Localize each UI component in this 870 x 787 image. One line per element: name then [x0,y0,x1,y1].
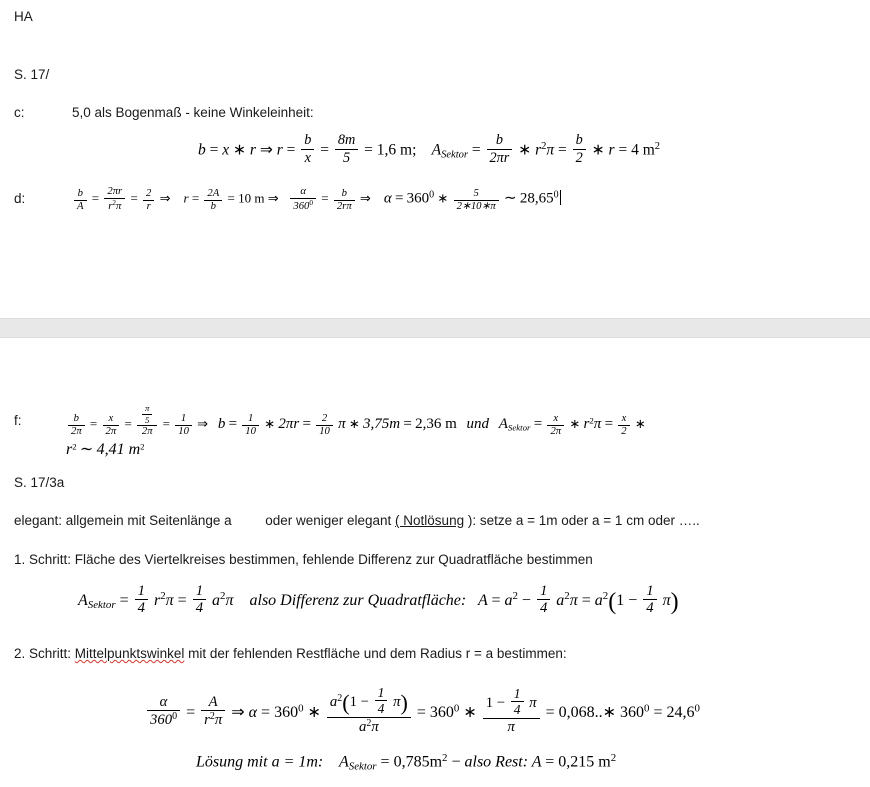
formula-c-eq5: = [471,141,481,159]
frac-b-over-2-den: 2 [573,149,586,167]
formula-d-result-sup: 0 [553,189,559,201]
elegant-line [14,512,700,530]
frac-b-over-2rpi [334,188,355,213]
frac-2pir-over-r2pi [104,186,125,213]
formula-winkel-360a-sup: 0 [298,702,304,715]
formula-d-eq4: = [227,190,235,206]
formula-winkel-360c-sup: 0 [644,702,650,715]
item-d-tag: d: [14,191,26,206]
loesung-eq1: = [380,753,390,771]
frac-1-over-10-num: 1 [180,413,187,425]
formula-sektor-a3-sup: 2 [564,590,570,603]
formula-winkel-360c: 360 [620,703,645,721]
frac-alpha-over-360 [290,186,316,213]
formula-sektor-a: a [212,591,221,609]
formula-f-mul4: ∗ [634,415,646,431]
formula-sektor [78,583,679,618]
big-num-minus: − [360,694,369,711]
frac-1-over-4-a [135,583,148,618]
formula-f-res2-sup: 2 [140,441,145,452]
frac-1-over-4-c-den: 4 [537,599,550,617]
formula-d-approx: ∼ [504,190,517,207]
frac-A-r-pi: π [214,712,223,729]
formula-winkel [145,685,700,737]
inner-frac-pi-5-num: π [145,403,150,413]
formula-sektor-one: 1 [616,591,625,609]
formula-c-eq3: = [320,141,329,159]
formula-c-value: 1,6 m; [376,141,417,159]
formula-c [198,133,660,167]
formula-f-impl: ⇒ [197,415,209,431]
frac-1-over-4-d [643,583,656,618]
formula-sektor-open-paren: ( [608,589,617,616]
frac-b-over-x-den: x [301,149,314,167]
formula-sektor-eq4: = [581,591,591,609]
frac-1-over-10-den: 10 [175,425,192,439]
formula-sektor-close-paren: ) [670,589,679,616]
formula-sektor-A-sub: Sektor [87,598,116,611]
formula-c-mul2: ∗ [518,141,532,159]
frac-b-over-2pir-den: 2πr [487,149,513,167]
formula-winkel-360b-sup: 0 [453,702,460,715]
frac-b-over-x-num: b [304,132,312,148]
frac-1-over-4-c-num: 1 [539,583,548,599]
frac-pi5-num [137,404,157,425]
frac-x-over-2pi-den: 2π [103,425,120,439]
big-num-pi: π [393,694,401,711]
formula-sektor-a2-sup: 2 [512,590,518,603]
formula-c-r2pi: r [535,141,542,159]
formula-c-mul: ∗ [233,141,247,159]
formula-f-2pir: 2πr [278,415,300,432]
page-header: HA [14,9,33,24]
formula-c-eq4: = [364,141,373,159]
formula-loesung [196,752,616,773]
formula-f-res2: 4,41 m [96,440,141,458]
big-num-open: ( [342,690,350,716]
frac-1-over-4-d-den: 4 [643,599,656,617]
frac-1-over-4-f [511,686,524,718]
frac-A-over-r2pi-num: A [208,693,218,710]
frac-x-over-2pi [103,413,120,438]
formula-f-r2-sup: 2 [72,441,77,452]
formula-c-eq6: = [558,141,567,159]
frac-2-over-10-den: 10 [316,425,333,439]
formula-d-impl2: ⇒ [267,190,279,206]
formula-c-r2: r [276,141,283,159]
formula-sektor-minus2: − [628,591,638,609]
formula-c-eq7: = [618,141,628,159]
formula-f [66,404,866,459]
formula-d-result: 28,65 [519,190,554,207]
frac-2A-over-b [204,188,222,213]
formula-f-eq2: = [124,415,132,431]
schritt-2-line [14,645,567,663]
frac-big-den [327,717,411,737]
loesung-A2: A [531,753,542,771]
frac-b-over-A-num: b [77,187,83,199]
frac-b-over-2pi [68,413,85,438]
frac-1-over-10-b [242,413,259,438]
frac-1-over-4-f-den: 4 [511,701,524,718]
frac-big-a2-over-a2pi [327,685,411,737]
frac-x-over-2-den: 2 [618,425,629,439]
formula-f-eq8: = [604,415,614,432]
formula-d-impl1: ⇒ [159,190,171,206]
frac-2A-over-b-num: 2A [207,187,220,199]
frac-8m-over-5-den: 5 [335,149,358,167]
formula-d-360-sup: 0 [429,189,435,201]
formula-sektor-pi2: π [225,591,234,609]
formula-c-A-sub: Sektor [441,149,469,161]
formula-winkel-val1: 0,068.. [558,703,603,721]
big-num-a-sup: 2 [337,692,343,704]
formula-f-res1: 2,36 m [415,415,457,432]
formula-c-r: r [249,141,256,159]
formula-c-impl: ⇒ [259,141,273,159]
frac-x-over-2pi-b-num: x [553,413,559,425]
loesung-A: A [338,753,349,771]
loesung-val2: 0,215 m [558,753,611,771]
formula-d-alpha: α [383,190,392,207]
formula-c-sup2: 2 [541,141,547,153]
formula-winkel-result-sup: 0 [694,702,700,715]
frac-5-over-2x10xpi [454,188,499,213]
formula-f-eq1: = [89,415,98,431]
frac-1-over-4-e [375,685,388,717]
formula-sektor-a4: a [594,591,603,609]
big-num-a: a [329,694,338,711]
frac-1-over-4-e-den: 4 [375,700,388,717]
frac-1-over-10-b-den: 10 [242,425,259,439]
formula-f-sup2: 2 [589,415,594,426]
formula-d-eq5: = [321,190,329,206]
formula-winkel-eq5: = [653,703,663,721]
frac-1-over-4-e-num: 1 [377,685,385,700]
formula-f-A-sub: Sektor [507,422,531,433]
formula-c-res-sup: 2 [654,141,661,153]
formula-c-eq1: = [209,141,219,159]
f3-one: 1 [485,695,494,712]
frac-pi5-den: 2π [137,425,157,439]
frac-2pir-num: 2πr [107,186,123,197]
loesung-val1: 0,785m [393,753,443,771]
formula-c-b: b [198,141,206,159]
formula-winkel-eq3: = [416,703,426,721]
formula-d-eq3: = [191,190,200,206]
frac-2pir-den [104,198,125,213]
formula-d-mul: ∗ [437,190,449,206]
formula-sektor-a-sup: 2 [220,590,226,603]
formula-winkel-360a: 360 [274,703,299,721]
inner-frac-pi-5-den: 5 [142,414,152,425]
schritt-2-prefix: 2. Schritt: [14,646,72,661]
formula-f-pi2: π [593,415,602,432]
formula-sektor-r-sup: 2 [160,590,166,603]
formula-d-eq6: = [394,190,404,207]
frac-alpha-over-360-b [147,694,180,730]
frac-1minus-den: π [483,718,540,736]
elegant-part1: elegant: allgemein mit Seitenlänge a [14,513,232,528]
formula-f-mul2: ∗ [348,415,360,431]
frac-alpha-den [290,198,316,213]
loesung-text: Lösung mit a = 1m: [196,753,324,771]
frac-x-over-2-num: x [621,413,627,425]
formula-f-b: b [217,415,226,432]
formula-f-r: r [583,415,590,432]
frac-1minus-over-pi [483,686,540,737]
formula-sektor-a4-sup: 2 [602,590,609,603]
frac-b-over-2 [573,133,586,167]
formula-sektor-a3: a [556,591,565,609]
formula-winkel-result: 24,6 [666,703,695,721]
item-c-tag: c: [14,105,25,120]
formula-d-eq2: = [130,190,138,206]
formula-d-val: 10 m [238,190,265,206]
big-den-a: a [359,719,367,736]
formula-sektor-A: A [78,591,88,609]
formula-d-r: r [183,190,189,206]
frac-1-over-4-b-den: 4 [193,599,206,617]
formula-winkel-eq2: = [261,703,271,721]
formula-sektor-pi4: π [662,591,671,609]
frac-2-over-10-num: 2 [321,413,328,425]
frac-1-over-4-d-num: 1 [646,583,654,599]
f3-minus: − [496,695,506,712]
text-cursor [560,190,561,205]
frac-alpha-den-val: 360 [293,200,310,212]
elegant-notloesung: ( Notlösung [395,513,465,528]
item-c-text: 5,0 als Bogenmaß - keine Winkeleinheit: [72,105,314,120]
formula-f-eq4: = [228,415,238,432]
frac-A-over-r2pi-den [201,710,225,730]
frac-b-over-2pi-den: 2π [68,425,85,439]
frac-8m-over-5 [335,133,358,167]
frac-b-over-A-den: A [74,200,87,214]
formula-winkel-eq4: = [545,703,555,721]
frac-2-over-r-den: r [143,200,154,214]
loesung-val1-sup: 2 [442,752,448,764]
formula-f-pi: π [338,415,346,432]
big-num-close: ) [400,690,408,716]
loesung-minus: − [451,753,461,771]
frac-b-over-2pir [487,133,513,167]
frac-2pir-den-r: r [108,200,113,212]
frac-b-over-2pi-num: b [73,413,79,425]
formula-f-A: A [498,415,508,432]
frac-alpha-360-val: 360 [150,712,173,729]
formula-winkel-mul2: ∗ [463,703,477,721]
frac-alpha-360-sup: 0 [172,711,178,723]
frac-8m-over-5-num: 8m [337,132,356,148]
formula-winkel-mul3: ∗ [602,703,617,721]
formula-c-eq2: = [286,141,296,159]
formula-d-impl3: ⇒ [359,190,371,206]
frac-1-over-10-b-num: 1 [247,413,254,425]
formula-f-mul1: ∗ [264,415,276,431]
frac-2A-over-b-den: b [204,200,222,214]
formula-f-approx: ∼ [79,440,94,458]
formula-winkel-360b: 360 [429,703,454,721]
frac-1minus-num [483,686,540,718]
frac-b-over-2-num: b [575,132,583,148]
schritt-2-rest: mit der fehlenden Restfläche und dem Radius r = a bestimmen: [188,646,567,661]
formula-d-360: 360 [406,190,430,207]
formula-sektor-eq2: = [177,591,187,609]
formula-c-A: A [431,141,442,159]
frac-2pir-den-sup: 2 [112,198,116,207]
formula-winkel-eq1: = [186,703,196,721]
formula-c-pi: π [546,141,555,159]
elegant-part4: ): setze a = 1m oder a = 1 cm oder ….. [467,513,700,528]
heading-s17: S. 17/ [14,67,50,82]
formula-f-r2: r [66,440,73,458]
frac-A-over-r2pi [201,694,225,730]
frac-5-den: 2∗10∗π [454,200,499,214]
formula-f-eq3: = [162,415,171,431]
formula-c-x: x [222,141,230,159]
loesung-val2-sup: 2 [610,752,617,764]
formula-c-r3: r [608,141,615,159]
frac-2-over-r [143,188,154,213]
formula-winkel-alpha: α [248,703,258,721]
frac-x-over-2pi-num: x [108,413,114,425]
schritt-2-keyword: Mittelpunktswinkel [74,646,185,661]
f3-pi: π [529,695,537,712]
formula-c-res: 4 m [631,141,655,159]
frac-2-over-10 [316,413,333,438]
big-den-a-sup: 2 [366,718,372,730]
frac-1-over-4-a-num: 1 [137,583,145,599]
frac-pi5-over-2pi [137,404,157,439]
inner-frac-pi-5 [142,404,152,425]
formula-sektor-A2: A [477,591,488,609]
frac-b-over-A [74,188,87,213]
formula-sektor-eq1: = [119,591,129,609]
heading-s173a: S. 17/3a [14,475,65,490]
formula-f-375: 3,75m [363,415,401,432]
schritt-1-line: 1. Schritt: Fläche des Viertelkreises bestimmen, fehlende Differenz zur Quadratfläche bestimmen [14,552,593,567]
frac-x-over-2pi-b-den: 2π [547,425,564,439]
formula-f-mul3: ∗ [569,415,581,431]
frac-1-over-4-c [537,583,550,618]
formula-sektor-r: r [153,591,161,609]
frac-big-num [327,685,411,717]
frac-x-over-2 [618,413,629,438]
loesung-A-sub: Sektor [348,760,377,773]
frac-alpha-num: α [300,186,306,197]
frac-1-over-10 [175,413,192,438]
frac-1-over-4-b-num: 1 [195,583,204,599]
frac-A-r-sup: 2 [209,711,215,723]
loesung-text2: also Rest: [464,753,529,771]
formula-winkel-mul1: ∗ [307,703,321,721]
frac-b-over-2pir-num: b [495,132,503,148]
formula-d [72,186,561,213]
frac-A-r-val: r [204,712,210,729]
formula-f-eq6: = [403,415,412,432]
frac-alpha-over-360-b-den [147,710,180,730]
formula-sektor-pi3: π [569,591,578,609]
elegant-part2: oder weniger elegant [265,513,392,528]
formula-f-und: und [466,415,489,432]
frac-1-over-4-f-num: 1 [513,686,521,702]
frac-5-num: 5 [473,187,479,199]
frac-1-over-4-a-den: 4 [135,599,148,617]
big-num-one: 1 [349,694,357,711]
formula-sektor-text: also Differenz zur Quadratfläche: [249,591,467,609]
formula-c-mul3: ∗ [591,141,605,159]
page-break-divider [0,318,870,338]
big-den-pi: π [371,719,379,736]
formula-sektor-pi: π [165,591,174,609]
formula-f-eq7: = [533,415,543,432]
formula-f-eq5: = [302,415,311,432]
frac-1-over-4-b [193,583,206,618]
item-f-tag: f: [14,413,22,428]
formula-d-eq1: = [91,190,100,206]
frac-alpha-over-360-b-num: α [159,693,168,710]
frac-b-over-x [301,133,314,167]
formula-sektor-eq3: = [491,591,501,609]
formula-sektor-minus: − [521,591,531,609]
frac-b-over-2rpi-den: 2rπ [334,200,355,214]
loesung-eq2: = [545,753,555,771]
frac-b-over-2rpi-num: b [341,187,347,199]
frac-2-over-r-num: 2 [146,187,152,199]
formula-sektor-a2: a [504,591,513,609]
frac-2pir-den-pi: π [115,200,122,212]
frac-alpha-den-sup: 0 [309,198,313,207]
formula-winkel-impl: ⇒ [231,703,245,721]
frac-x-over-2pi-b [547,413,564,438]
